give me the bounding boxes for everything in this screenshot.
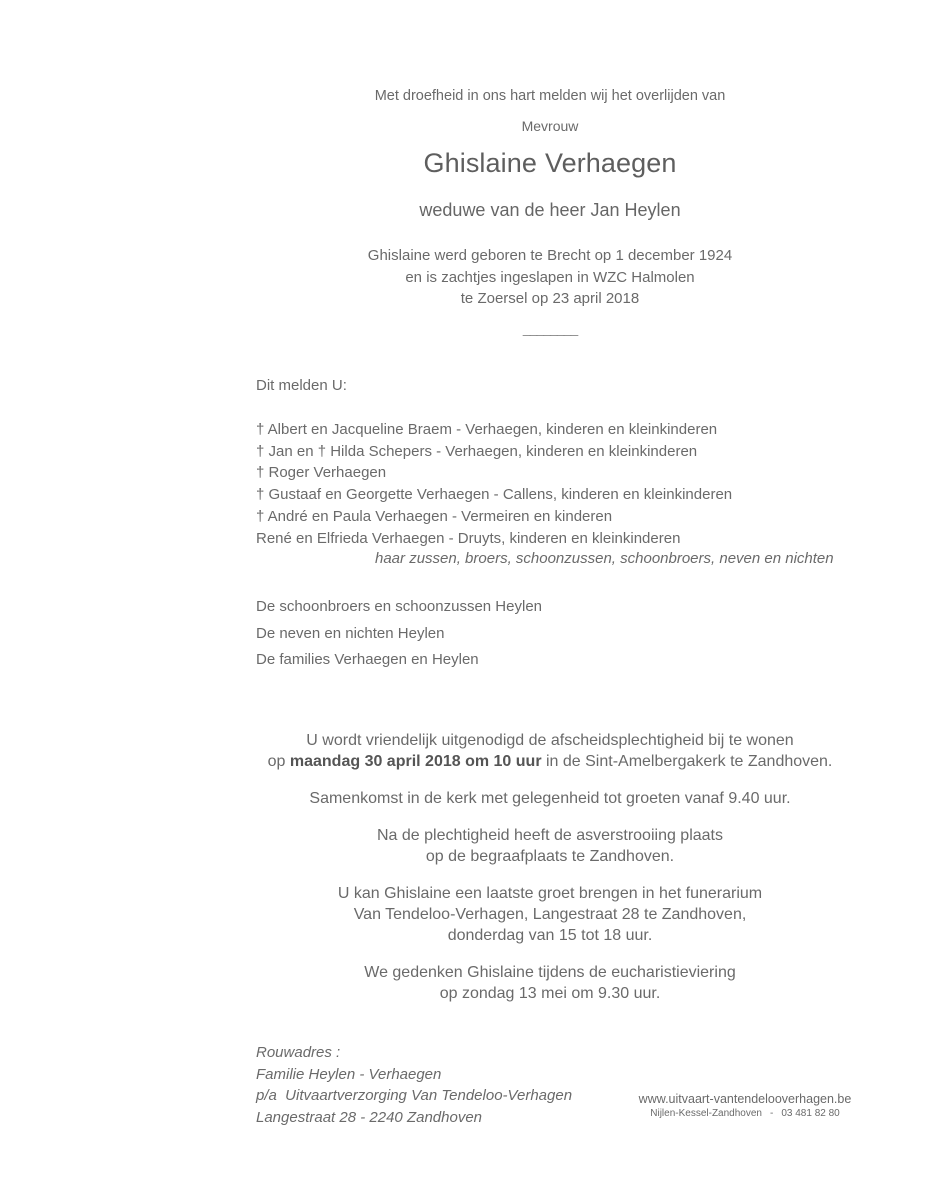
address-line: Familie Heylen - Verhaegen [256,1065,442,1083]
family-item: † André en Paula Verhaegen - Vermeiren en kinderen [256,507,613,525]
first-name: Ghislaine [423,148,537,178]
scattering-line: Na de plechtigheid heeft de asverstrooiing plaats [377,827,723,844]
undertaker-locations: Nijlen-Kessel-Zandhoven [650,1108,762,1119]
deceased-name [0,148,947,179]
family-item: René en Elfrieda Verhaegen - Druyts, kinderen en kleinkinderen [256,529,681,547]
service-datetime: maandag 30 april 2018 om 10 uur [289,753,542,770]
memorial-line: op zondag 13 mei om 9.30 uur. [439,985,661,1002]
bio-line: en is zachtjes ingeslapen in WZC Halmolen [405,268,695,286]
visitation-line: donderdag van 15 tot 18 uur. [447,927,653,944]
mourning-address [256,1042,572,1128]
undertaker-contact [620,1108,870,1119]
memorial-text [0,962,947,1004]
invitation-line: U wordt vriendelijk uitgenodigd de afscheidsplechtigheid bij te wonen [306,732,794,749]
visitation-text [0,883,947,946]
widow-line: weduwe van de heer Jan Heylen [419,200,681,220]
address-line: p/a Uitvaartverzorging Van Tendeloo-Verhagen [256,1087,573,1104]
divider: ________ [522,320,578,336]
invitation [0,730,947,772]
announcers-label: Dit melden U: [256,377,347,394]
inlaws-item: De families Verhaegen en Heylen [256,651,479,668]
family-list [256,419,732,549]
family-item: † Jan en † Hilda Schepers - Verhaegen, kinderen en kleinkinderen [256,442,698,460]
scattering-line: op de begraafplaats te Zandhoven. [425,848,675,865]
undertaker-info [620,1092,870,1119]
bio-line: Ghislaine werd geboren te Brecht op 1 december 1924 [367,247,733,264]
address-label: Rouwadres : [256,1044,341,1061]
family-note: haar zussen, broers, schoonzussen, schoonbroers, neven en nichten [375,550,834,567]
inlaws-item: De schoonbroers en schoonzussen Heylen [256,598,543,615]
service-details [0,730,947,1020]
visitation-line: U kan Ghislaine een laatste groet brengen in het funerarium [337,885,763,902]
family-item: † Albert en Jacqueline Braem - Verhaegen, kinderen en kleinkinderen [256,421,718,438]
invitation-pre: op [267,753,290,770]
title-prefix: Mevrouw [521,118,579,134]
invitation-post: in de Sint-Amelbergakerk te Zandhoven. [541,753,833,770]
gathering-text: Samenkomst in de kerk met gelegenheid tot groeten vanaf 9.40 uur. [309,790,791,807]
inlaws-list [256,594,542,674]
address-line: Langestraat 28 - 2240 Zandhoven [256,1108,483,1126]
bio-line: te Zoersel op 23 april 2018 [460,290,640,307]
memorial-line: We gedenken Ghislaine tijdens de eucharistieviering [364,964,736,981]
family-item: † Gustaaf en Georgette Verhaegen - Callens, kinderen en kleinkinderen [256,486,733,504]
bio-block [0,245,947,310]
family-item: † Roger Verhaegen [256,464,387,482]
contact-separator: - [770,1108,774,1119]
visitation-line: Van Tendeloo-Verhagen, Langestraat 28 te Zandhoven, [353,906,747,923]
inlaws-item: De neven en nichten Heylen [256,624,445,642]
last-name: Verhaegen [544,148,677,178]
scattering-text [0,825,947,867]
intro-text: Met droefheid in ons hart melden wij het overlijden van [374,88,726,104]
undertaker-website-link[interactable]: www.uitvaart-vantendelooverhagen.be [638,1092,852,1106]
undertaker-phone: 03 481 82 80 [781,1108,840,1119]
